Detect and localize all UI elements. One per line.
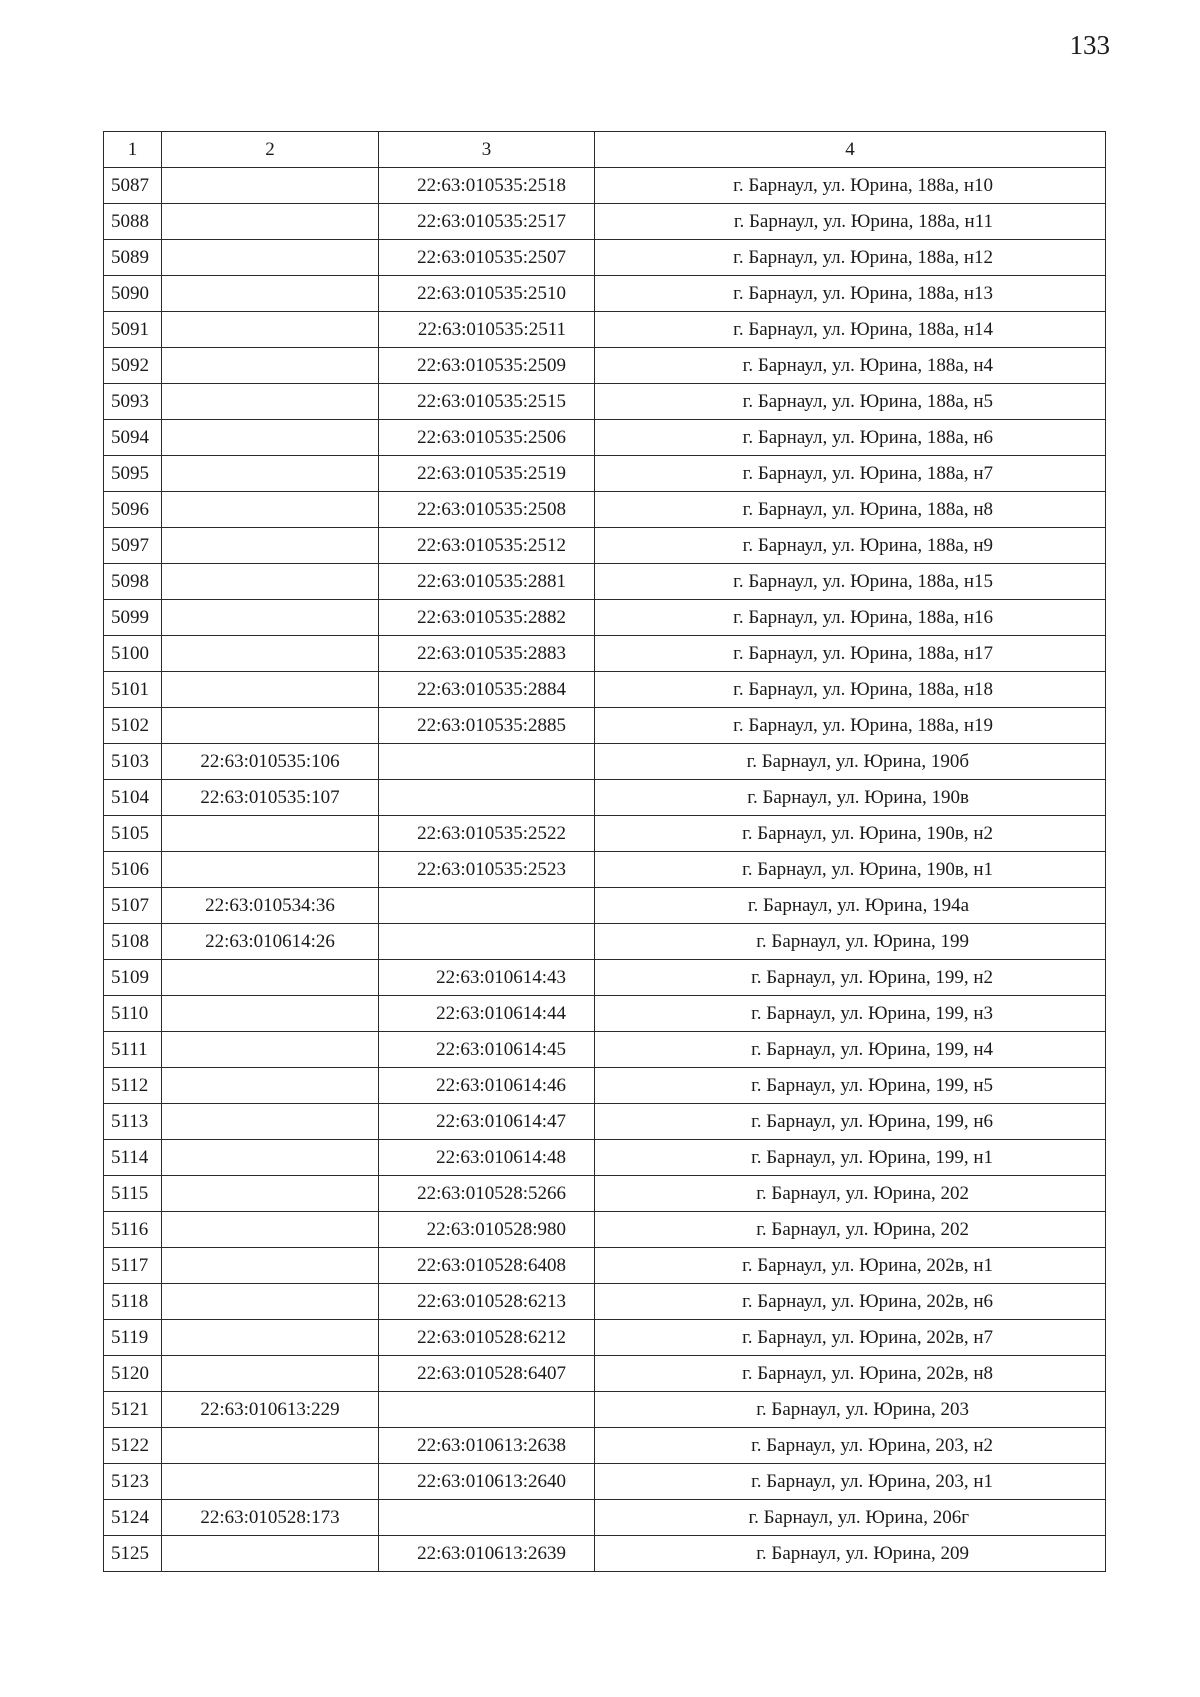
building-cadastral-number-cell: 22:63:010613:2638 <box>379 1428 595 1464</box>
table-row <box>104 492 1106 528</box>
column-header-3: 3 <box>379 132 595 168</box>
address-cell: г. Барнаул, ул. Юрина, 199, н6 <box>595 1104 1106 1140</box>
address-cell: г. Барнаул, ул. Юрина, 199, н5 <box>595 1068 1106 1104</box>
parcel-cadastral-number-cell <box>162 312 379 348</box>
row-number-cell: 5094 <box>104 420 162 456</box>
table-row <box>104 1464 1106 1500</box>
row-number-cell: 5088 <box>104 204 162 240</box>
parcel-cadastral-number-cell <box>162 1176 379 1212</box>
parcel-cadastral-number-cell <box>162 240 379 276</box>
address-cell: г. Барнаул, ул. Юрина, 203 <box>595 1392 1106 1428</box>
address-cell: г. Барнаул, ул. Юрина, 202 <box>595 1212 1106 1248</box>
row-number-cell: 5119 <box>104 1320 162 1356</box>
row-number-cell: 5112 <box>104 1068 162 1104</box>
parcel-cadastral-number-cell <box>162 852 379 888</box>
parcel-cadastral-number-cell <box>162 420 379 456</box>
row-number-cell: 5110 <box>104 996 162 1032</box>
row-number-cell: 5096 <box>104 492 162 528</box>
parcel-cadastral-number-cell <box>162 1248 379 1284</box>
address-cell: г. Барнаул, ул. Юрина, 188а, н13 <box>595 276 1106 312</box>
row-number-cell: 5116 <box>104 1212 162 1248</box>
address-cell: г. Барнаул, ул. Юрина, 190в <box>595 780 1106 816</box>
row-number-cell: 5124 <box>104 1500 162 1536</box>
row-number-cell: 5097 <box>104 528 162 564</box>
row-number-cell: 5102 <box>104 708 162 744</box>
building-cadastral-number-cell: 22:63:010535:2511 <box>379 312 595 348</box>
address-cell: г. Барнаул, ул. Юрина, 194а <box>595 888 1106 924</box>
address-cell: г. Барнаул, ул. Юрина, 188а, н6 <box>595 420 1106 456</box>
building-cadastral-number-cell: 22:63:010535:2884 <box>379 672 595 708</box>
building-cadastral-number-cell: 22:63:010535:2506 <box>379 420 595 456</box>
table-row <box>104 1068 1106 1104</box>
parcel-cadastral-number-cell <box>162 492 379 528</box>
building-cadastral-number-cell: 22:63:010535:2883 <box>379 636 595 672</box>
building-cadastral-number-cell: 22:63:010535:2517 <box>379 204 595 240</box>
parcel-cadastral-number-cell <box>162 276 379 312</box>
row-number-cell: 5100 <box>104 636 162 672</box>
building-cadastral-number-cell: 22:63:010528:6213 <box>379 1284 595 1320</box>
table-header-row <box>104 132 1106 168</box>
building-cadastral-number-cell: 22:63:010613:2639 <box>379 1536 595 1572</box>
parcel-cadastral-number-cell <box>162 1464 379 1500</box>
table-row <box>104 852 1106 888</box>
page-number: 133 <box>1069 30 1110 60</box>
building-cadastral-number-cell: 22:63:010535:2510 <box>379 276 595 312</box>
table-row <box>104 1536 1106 1572</box>
address-cell: г. Барнаул, ул. Юрина, 203, н2 <box>595 1428 1106 1464</box>
address-cell: г. Барнаул, ул. Юрина, 188а, н10 <box>595 168 1106 204</box>
table-row <box>104 564 1106 600</box>
parcel-cadastral-number-cell <box>162 1356 379 1392</box>
parcel-cadastral-number-cell <box>162 564 379 600</box>
parcel-cadastral-number-cell <box>162 1140 379 1176</box>
parcel-cadastral-number-cell: 22:63:010614:26 <box>162 924 379 960</box>
table-row <box>104 1392 1106 1428</box>
address-cell: г. Барнаул, ул. Юрина, 199, н1 <box>595 1140 1106 1176</box>
table-row <box>104 1248 1106 1284</box>
parcel-cadastral-number-cell: 22:63:010528:173 <box>162 1500 379 1536</box>
address-cell: г. Барнаул, ул. Юрина, 188а, н12 <box>595 240 1106 276</box>
parcel-cadastral-number-cell: 22:63:010535:106 <box>162 744 379 780</box>
row-number-cell: 5113 <box>104 1104 162 1140</box>
row-number-cell: 5106 <box>104 852 162 888</box>
table-row <box>104 708 1106 744</box>
table-row <box>104 168 1106 204</box>
building-cadastral-number-cell <box>379 1392 595 1428</box>
address-cell: г. Барнаул, ул. Юрина, 188а, н16 <box>595 600 1106 636</box>
building-cadastral-number-cell: 22:63:010535:2508 <box>379 492 595 528</box>
building-cadastral-number-cell: 22:63:010535:2507 <box>379 240 595 276</box>
table-row <box>104 1428 1106 1464</box>
parcel-cadastral-number-cell: 22:63:010534:36 <box>162 888 379 924</box>
parcel-cadastral-number-cell: 22:63:010613:229 <box>162 1392 379 1428</box>
address-cell: г. Барнаул, ул. Юрина, 199, н3 <box>595 996 1106 1032</box>
row-number-cell: 5087 <box>104 168 162 204</box>
table-row <box>104 204 1106 240</box>
table-row <box>104 348 1106 384</box>
parcel-cadastral-number-cell <box>162 168 379 204</box>
address-cell: г. Барнаул, ул. Юрина, 188а, н18 <box>595 672 1106 708</box>
row-number-cell: 5101 <box>104 672 162 708</box>
building-cadastral-number-cell: 22:63:010528:5266 <box>379 1176 595 1212</box>
address-cell: г. Барнаул, ул. Юрина, 190в, н2 <box>595 816 1106 852</box>
row-number-cell: 5115 <box>104 1176 162 1212</box>
table-row <box>104 1356 1106 1392</box>
address-cell: г. Барнаул, ул. Юрина, 206г <box>595 1500 1106 1536</box>
address-cell: г. Барнаул, ул. Юрина, 188а, н17 <box>595 636 1106 672</box>
address-cell: г. Барнаул, ул. Юрина, 188а, н9 <box>595 528 1106 564</box>
row-number-cell: 5118 <box>104 1284 162 1320</box>
address-cell: г. Барнаул, ул. Юрина, 188а, н19 <box>595 708 1106 744</box>
address-cell: г. Барнаул, ул. Юрина, 188а, н14 <box>595 312 1106 348</box>
row-number-cell: 5093 <box>104 384 162 420</box>
parcel-cadastral-number-cell <box>162 816 379 852</box>
row-number-cell: 5092 <box>104 348 162 384</box>
table-row <box>104 1212 1106 1248</box>
building-cadastral-number-cell: 22:63:010614:48 <box>379 1140 595 1176</box>
parcel-cadastral-number-cell <box>162 1320 379 1356</box>
column-header-1: 1 <box>104 132 162 168</box>
building-cadastral-number-cell <box>379 744 595 780</box>
table-row <box>104 672 1106 708</box>
parcel-cadastral-number-cell <box>162 1428 379 1464</box>
table-row <box>104 924 1106 960</box>
building-cadastral-number-cell: 22:63:010535:2519 <box>379 456 595 492</box>
row-number-cell: 5125 <box>104 1536 162 1572</box>
row-number-cell: 5103 <box>104 744 162 780</box>
address-cell: г. Барнаул, ул. Юрина, 188а, н8 <box>595 492 1106 528</box>
parcel-cadastral-number-cell <box>162 456 379 492</box>
table-row <box>104 1284 1106 1320</box>
table-row <box>104 240 1106 276</box>
column-header-4: 4 <box>595 132 1106 168</box>
parcel-cadastral-number-cell <box>162 600 379 636</box>
row-number-cell: 5122 <box>104 1428 162 1464</box>
building-cadastral-number-cell: 22:63:010614:46 <box>379 1068 595 1104</box>
row-number-cell: 5117 <box>104 1248 162 1284</box>
building-cadastral-number-cell: 22:63:010614:47 <box>379 1104 595 1140</box>
building-cadastral-number-cell: 22:63:010613:2640 <box>379 1464 595 1500</box>
address-cell: г. Барнаул, ул. Юрина, 209 <box>595 1536 1106 1572</box>
address-cell: г. Барнаул, ул. Юрина, 202в, н8 <box>595 1356 1106 1392</box>
building-cadastral-number-cell: 22:63:010614:45 <box>379 1032 595 1068</box>
building-cadastral-number-cell: 22:63:010535:2523 <box>379 852 595 888</box>
parcel-cadastral-number-cell <box>162 1068 379 1104</box>
row-number-cell: 5089 <box>104 240 162 276</box>
row-number-cell: 5108 <box>104 924 162 960</box>
address-cell: г. Барнаул, ул. Юрина, 188а, н5 <box>595 384 1106 420</box>
row-number-cell: 5095 <box>104 456 162 492</box>
table-row <box>104 1140 1106 1176</box>
address-cell: г. Барнаул, ул. Юрина, 202в, н7 <box>595 1320 1106 1356</box>
table-row <box>104 1500 1106 1536</box>
table-row <box>104 1032 1106 1068</box>
parcel-cadastral-number-cell <box>162 960 379 996</box>
row-number-cell: 5091 <box>104 312 162 348</box>
building-cadastral-number-cell: 22:63:010528:6212 <box>379 1320 595 1356</box>
building-cadastral-number-cell: 22:63:010535:2518 <box>379 168 595 204</box>
address-cell: г. Барнаул, ул. Юрина, 199, н2 <box>595 960 1106 996</box>
address-cell: г. Барнаул, ул. Юрина, 202в, н1 <box>595 1248 1106 1284</box>
address-register-table <box>103 131 1106 1572</box>
table-row <box>104 312 1106 348</box>
table-row <box>104 456 1106 492</box>
building-cadastral-number-cell: 22:63:010535:2882 <box>379 600 595 636</box>
table-row <box>104 384 1106 420</box>
row-number-cell: 5120 <box>104 1356 162 1392</box>
address-cell: г. Барнаул, ул. Юрина, 188а, н7 <box>595 456 1106 492</box>
address-cell: г. Барнаул, ул. Юрина, 190б <box>595 744 1106 780</box>
building-cadastral-number-cell: 22:63:010535:2512 <box>379 528 595 564</box>
parcel-cadastral-number-cell <box>162 1536 379 1572</box>
table-row <box>104 636 1106 672</box>
building-cadastral-number-cell <box>379 924 595 960</box>
table-row <box>104 780 1106 816</box>
table-row <box>104 1176 1106 1212</box>
address-cell: г. Барнаул, ул. Юрина, 199 <box>595 924 1106 960</box>
row-number-cell: 5111 <box>104 1032 162 1068</box>
table-row <box>104 1104 1106 1140</box>
building-cadastral-number-cell: 22:63:010535:2881 <box>379 564 595 600</box>
table-row <box>104 600 1106 636</box>
building-cadastral-number-cell: 22:63:010535:2509 <box>379 348 595 384</box>
row-number-cell: 5104 <box>104 780 162 816</box>
table-body <box>104 168 1106 1572</box>
address-cell: г. Барнаул, ул. Юрина, 203, н1 <box>595 1464 1106 1500</box>
column-header-2: 2 <box>162 132 379 168</box>
table-row <box>104 744 1106 780</box>
building-cadastral-number-cell: 22:63:010528:6407 <box>379 1356 595 1392</box>
building-cadastral-number-cell: 22:63:010535:2885 <box>379 708 595 744</box>
parcel-cadastral-number-cell <box>162 348 379 384</box>
address-cell: г. Барнаул, ул. Юрина, 188а, н4 <box>595 348 1106 384</box>
building-cadastral-number-cell: 22:63:010528:6408 <box>379 1248 595 1284</box>
address-cell: г. Барнаул, ул. Юрина, 190в, н1 <box>595 852 1106 888</box>
parcel-cadastral-number-cell <box>162 1284 379 1320</box>
row-number-cell: 5109 <box>104 960 162 996</box>
table-row <box>104 528 1106 564</box>
table-row <box>104 1320 1106 1356</box>
table-row <box>104 960 1106 996</box>
building-cadastral-number-cell: 22:63:010535:2515 <box>379 384 595 420</box>
address-cell: г. Барнаул, ул. Юрина, 202в, н6 <box>595 1284 1106 1320</box>
parcel-cadastral-number-cell <box>162 636 379 672</box>
table-row <box>104 816 1106 852</box>
building-cadastral-number-cell <box>379 888 595 924</box>
parcel-cadastral-number-cell <box>162 528 379 564</box>
parcel-cadastral-number-cell <box>162 708 379 744</box>
row-number-cell: 5121 <box>104 1392 162 1428</box>
building-cadastral-number-cell: 22:63:010614:44 <box>379 996 595 1032</box>
address-cell: г. Барнаул, ул. Юрина, 188а, н11 <box>595 204 1106 240</box>
parcel-cadastral-number-cell <box>162 672 379 708</box>
row-number-cell: 5090 <box>104 276 162 312</box>
parcel-cadastral-number-cell <box>162 1212 379 1248</box>
parcel-cadastral-number-cell <box>162 384 379 420</box>
parcel-cadastral-number-cell <box>162 996 379 1032</box>
table-row <box>104 996 1106 1032</box>
table-row <box>104 888 1106 924</box>
row-number-cell: 5099 <box>104 600 162 636</box>
building-cadastral-number-cell: 22:63:010535:2522 <box>379 816 595 852</box>
table-row <box>104 276 1106 312</box>
address-cell: г. Барнаул, ул. Юрина, 199, н4 <box>595 1032 1106 1068</box>
building-cadastral-number-cell: 22:63:010614:43 <box>379 960 595 996</box>
parcel-cadastral-number-cell <box>162 204 379 240</box>
row-number-cell: 5105 <box>104 816 162 852</box>
building-cadastral-number-cell <box>379 780 595 816</box>
building-cadastral-number-cell <box>379 1500 595 1536</box>
parcel-cadastral-number-cell: 22:63:010535:107 <box>162 780 379 816</box>
building-cadastral-number-cell: 22:63:010528:980 <box>379 1212 595 1248</box>
row-number-cell: 5123 <box>104 1464 162 1500</box>
parcel-cadastral-number-cell <box>162 1032 379 1068</box>
row-number-cell: 5114 <box>104 1140 162 1176</box>
table-row <box>104 420 1106 456</box>
address-cell: г. Барнаул, ул. Юрина, 202 <box>595 1176 1106 1212</box>
row-number-cell: 5098 <box>104 564 162 600</box>
parcel-cadastral-number-cell <box>162 1104 379 1140</box>
address-cell: г. Барнаул, ул. Юрина, 188а, н15 <box>595 564 1106 600</box>
row-number-cell: 5107 <box>104 888 162 924</box>
